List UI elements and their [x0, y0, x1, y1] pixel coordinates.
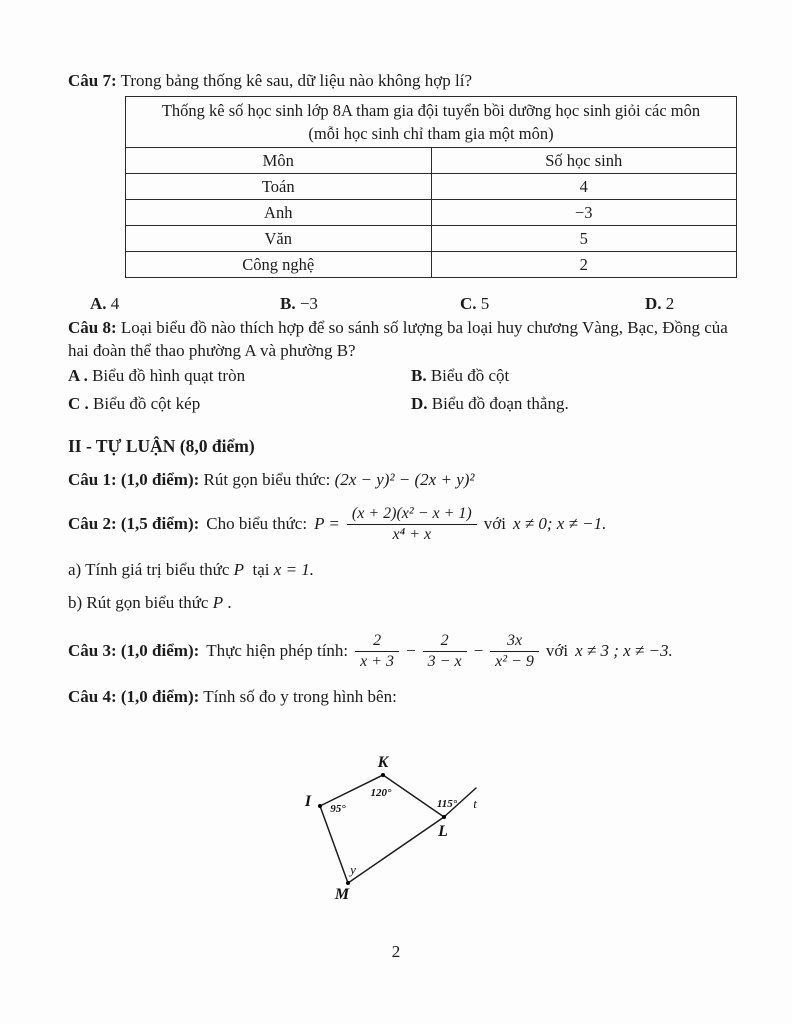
vertex-dot-K: [381, 773, 385, 777]
question-7-label: Câu 7:: [68, 71, 117, 90]
vertex-dot-L: [442, 815, 446, 819]
vertex-label-I: I: [304, 793, 312, 811]
essay-question-4: Câu 4: (1,0 điểm): Tính số đo y trong hình bên:: [68, 686, 397, 706]
option-a: A . Biểu đồ hình quạt tròn: [68, 366, 246, 386]
essay-q3-fraction-3: $\frac{3x}{\text{x² − 9}}$: [490, 631, 539, 672]
table-title-cell: [126, 97, 737, 148]
table-cell-count: 4: [431, 174, 737, 200]
angle-label-K: 120°: [370, 787, 392, 800]
answer-option-c: C. 5: [460, 294, 490, 314]
segment-MI: [320, 806, 348, 883]
page-number: 2: [391, 942, 401, 961]
table-header-subject: Môn: [126, 148, 432, 174]
table-title-row: [126, 97, 737, 148]
essay-q4-label: Câu 4: (1,0 điểm):: [68, 686, 200, 706]
angle-label-L: 115°: [436, 798, 458, 811]
essay-q2-part-a: a) Tính giá trị biểu thức P tại x = 1.: [68, 559, 315, 579]
essay-q3-condition: x ≠ 3 ; x ≠ −3.: [575, 640, 673, 660]
table-title-line2: (mỗi học sinh chỉ tham gia một môn): [308, 124, 554, 144]
segment-LM: [348, 817, 444, 883]
question-8: [68, 317, 744, 362]
minus-operator: −: [473, 640, 484, 660]
option-d: D. Biểu đồ đoạn thẳng.: [411, 393, 569, 413]
ray-label-t: t: [473, 796, 477, 812]
page-content: [68, 70, 744, 918]
angle-label-M: y: [350, 862, 356, 878]
essay-question-1: Câu 1: (1,0 điểm): Rút gọn biểu thức: (2x − y)² − (2x + y)²: [68, 470, 475, 490]
table-cell-subject: Toán: [126, 174, 432, 200]
table-cell-subject: Công nghệ: [126, 252, 432, 278]
table-cell-count: −3: [431, 200, 737, 226]
essay-q2-fraction: $\frac{\text{(x + 2)(x² − x + 1)}}{\text{x⁴ + x}}$: [347, 504, 477, 545]
vertex-label-L: L: [438, 823, 448, 841]
table-cell-subject: Anh: [126, 200, 432, 226]
table-row: [126, 200, 737, 226]
essay-question-3: Câu 3: (1,0 điểm): Thực hiện phép tính: $\frac{2}{x + 3}$ − $\frac{2}{3 - x}$ − $\frac{3x}{\text{x² − 9}}$ với x ≠ 3 ; x ≠ −3.: [68, 631, 673, 670]
question-7: [68, 70, 744, 92]
quadrilateral-figure: [290, 750, 510, 918]
essay-q1-expression: (2x − y)² − (2x + y)²: [334, 470, 475, 490]
option-c: C . Biểu đồ cột kép: [68, 393, 201, 413]
vertex-dot-M: [346, 881, 350, 885]
statistics-table: [125, 96, 737, 278]
answer-option-a: A. 4: [90, 294, 120, 314]
essay-q2-condition: x ≠ 0; x ≠ −1.: [512, 514, 607, 533]
vertex-dot-I: [318, 804, 322, 808]
essay-q2-lhs: P =: [314, 514, 340, 533]
essay-q1-label: Câu 1: (1,0 điểm):: [68, 470, 200, 490]
table-cell-subject: Văn: [126, 226, 432, 252]
segment-KL: [383, 775, 444, 817]
essay-q2-label: Câu 2: (1,5 điểm):: [68, 514, 200, 533]
essay-q2-part-b: b) Rút gọn biểu thức P .: [68, 593, 232, 613]
minus-operator: −: [406, 640, 416, 660]
table-row: [126, 252, 737, 278]
essay-q3-fraction-1: $\frac{2}{x + 3}$: [355, 631, 399, 672]
question-8-options: [68, 365, 744, 415]
essay-q3-fraction-2: $\frac{2}{3 - x}$: [423, 631, 467, 672]
question-8-label: Câu 8:: [68, 318, 117, 338]
table-row: [126, 226, 737, 252]
question-7-answers: [68, 293, 744, 315]
table-header-count: Số học sinh: [431, 148, 737, 174]
table-cell-count: 5: [431, 226, 737, 252]
essay-question-2: Câu 2: (1,5 điểm): Cho biểu thức: P = $\frac{\text{(x + 2)(x² − x + 1)}}{\text{x⁴ + x}}$ với x ≠ 0; x ≠ −1.: [68, 504, 607, 543]
option-b: B. Biểu đồ cột: [411, 366, 510, 386]
answer-option-d: D. 2: [645, 294, 675, 314]
table-cell-count: 2: [431, 252, 737, 278]
question-7-text: Trong bảng thống kê sau, dữ liệu nào không hợp lí?: [120, 71, 473, 90]
section-2-heading: II - TỰ LUẬN (8,0 điểm): [68, 436, 255, 457]
question-8-text: Loại biểu đồ nào thích hợp để so sánh số lượng ba loại huy chương Vàng, Bạc, Đồng của hai đoàn thể thao phường A và phường B?: [68, 318, 728, 360]
vertex-label-K: K: [377, 754, 389, 772]
table-title-line1: Thống kê số học sinh lớp 8A tham gia đội tuyển bồi dưỡng học sinh giỏi các môn: [161, 101, 701, 121]
angle-label-I: 95°: [330, 803, 346, 816]
vertex-label-M: M: [334, 886, 350, 904]
essay-q3-label: Câu 3: (1,0 điểm):: [68, 640, 200, 660]
answer-option-b: B. −3: [280, 294, 318, 314]
table-row: [126, 174, 737, 200]
table-header-row: [126, 148, 737, 174]
